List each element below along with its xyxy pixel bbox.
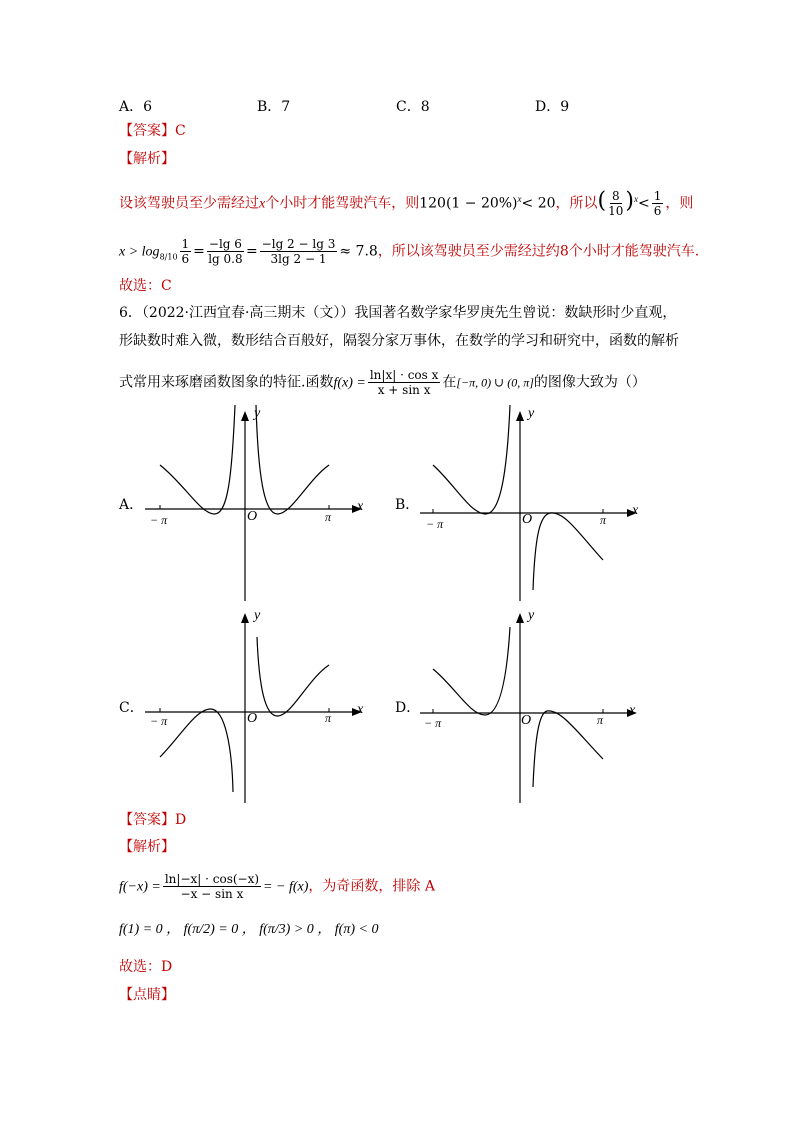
- graph-d-y-label: y: [528, 608, 535, 623]
- graph-a-y-label: y: [254, 406, 261, 421]
- answer-1: 【答案】C: [119, 123, 186, 139]
- analysis-2-label: 【解析】: [119, 839, 175, 855]
- solution-2-line-2: f(1) = 0 ， f(π/2) = 0 ， f(π/3) > 0 ， f(π) < 0: [119, 922, 379, 937]
- solution-1-line-2: $x > \log_{8/10}$ $\frac{1}{6}$ = $\frac{-\lg 6}{\lg 0.8}$ = $\frac{-\lg 2 - \lg 3}{3\lg 2 - 1}$ ≈ 7.8，所以该驾驶员至少需经过约8个小时才能驾驶汽车.: [119, 237, 700, 266]
- graph-b: [415, 405, 645, 605]
- solution-2-line-1: f(−x) = $\frac{\ln|-x| \cdot \cos(-x)}{\text{−x − sin x}}$ = − f(x)，为奇函数，排除 A: [119, 872, 435, 901]
- graph-c-x-label: x: [357, 702, 364, 717]
- choice-1: 故选：C: [119, 278, 172, 294]
- graph-c-neg-pi: − π: [150, 714, 168, 728]
- graph-c: [140, 607, 370, 807]
- graph-a: [140, 405, 370, 605]
- comment-label: 【点睛】: [119, 987, 175, 1003]
- graph-c-letter: C．: [119, 700, 144, 716]
- graph-a-letter: A．: [119, 497, 144, 513]
- graph-d-neg-pi: − π: [424, 716, 442, 730]
- graph-b-letter: B．: [395, 497, 420, 513]
- graph-c-y-label: y: [254, 608, 261, 623]
- graph-c-origin: O: [247, 711, 258, 726]
- graph-a-origin: O: [247, 509, 258, 524]
- option-a: A．6: [119, 99, 153, 115]
- graph-d-letter: D．: [395, 700, 421, 716]
- analysis-1-label: 【解析】: [119, 151, 175, 167]
- graph-a-x-label: x: [357, 499, 364, 514]
- graph-b-y-label: y: [528, 406, 535, 421]
- solution-1-line-1: 设该驾驶员至少需经过x个小时才能驾驶汽车，则$120(1 - 20\%)^x< 20$，所以( $\frac{8}{10}$ )$^x$< $\frac{1}{6}$ ，则: [119, 188, 694, 219]
- graph-d-x-label: x: [629, 703, 636, 718]
- graph-d-origin: O: [521, 713, 532, 728]
- graph-b-pi: π: [600, 513, 607, 527]
- graph-a-pi: π: [325, 510, 332, 524]
- graph-d: [415, 607, 645, 807]
- graph-b-origin: O: [522, 512, 533, 527]
- graph-b-x-label: x: [632, 503, 639, 518]
- option-c: C．8: [396, 99, 430, 115]
- answer-2: 【答案】D: [119, 812, 187, 828]
- option-d: D．9: [535, 99, 570, 115]
- choice-2: 故选：D: [119, 959, 173, 975]
- option-b: B．7: [257, 99, 291, 115]
- graph-a-neg-pi: − π: [150, 513, 168, 527]
- graph-c-pi: π: [325, 711, 332, 725]
- graph-d-pi: π: [597, 713, 604, 727]
- question-6-line-1: 6．（2022·江西宜春·高三期末（文））我国著名数学家华罗庚先生曾说：数缺形时少直观，: [119, 305, 677, 321]
- question-6-line-2: 形缺数时难入微，数形结合百般好，隔裂分家万事休，在数学的学习和研究中，函数的解析: [119, 333, 679, 349]
- graph-b-neg-pi: − π: [426, 517, 444, 531]
- question-6-line-3: 式常用来琢磨函数图象的特征.函数f(x) = $\frac{\text{ln|x| · cos x}}{\text{x + sin x}}$ 在[−π, 0) ∪ (0, π]的图像大致为（）: [119, 368, 646, 397]
